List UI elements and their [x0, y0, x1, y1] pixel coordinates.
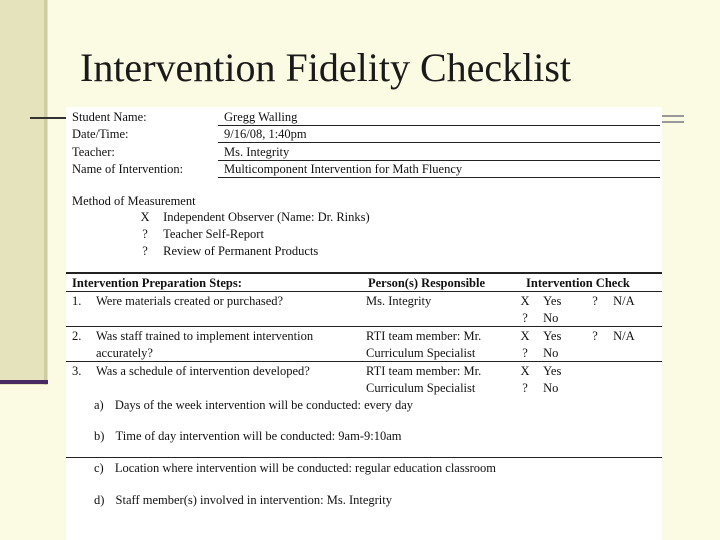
- intervention-name-underline: [218, 177, 660, 178]
- step-text: Was staff trained to implement intervention: [96, 329, 314, 343]
- step-text: Were materials created or purchased?: [96, 294, 284, 308]
- measurement-option-label: Review of Permanent Products: [163, 244, 319, 258]
- measurement-option-mark: ?: [142, 227, 148, 241]
- student-name-label: Student Name:: [72, 110, 147, 124]
- teacher-label: Teacher:: [72, 145, 115, 159]
- yes-label: Yes: [543, 364, 562, 378]
- step-number: 1.: [72, 294, 82, 308]
- title-rule-left: [30, 117, 70, 119]
- yes-mark: X: [520, 329, 530, 343]
- yes-label: Yes: [543, 294, 562, 308]
- intervention-name-label: Name of Intervention:: [72, 162, 184, 176]
- step-yes: [518, 293, 561, 309]
- measurement-option-label: Teacher Self-Report: [163, 227, 264, 241]
- substep-letter: c): [94, 461, 104, 475]
- slide-left-accent-underline: [0, 380, 48, 384]
- column-header-person: Person(s) Responsible: [368, 276, 486, 290]
- no-label: No: [543, 346, 559, 360]
- step-divider: [66, 361, 662, 362]
- yes-mark: X: [520, 364, 530, 378]
- checklist-document: [66, 107, 662, 540]
- measurement-option-mark: ?: [142, 244, 148, 258]
- substep-text: Days of the week intervention will be conducted: every day: [114, 398, 414, 412]
- no-label: No: [543, 311, 559, 325]
- step-person: RTI team member: Mr.: [366, 329, 482, 343]
- na-label: N/A: [613, 329, 635, 343]
- substep: [94, 492, 392, 508]
- student-name-value: Gregg Walling: [224, 110, 298, 124]
- no-mark: ?: [522, 346, 528, 360]
- substep: [94, 460, 496, 476]
- step-person: Ms. Integrity: [366, 294, 432, 308]
- step-text-continued: accurately?: [96, 346, 153, 360]
- measurement-option-label: Independent Observer (Name: Dr. Rinks): [163, 210, 370, 224]
- date-time-label: Date/Time:: [72, 127, 129, 141]
- column-header-steps: Intervention Preparation Steps:: [72, 276, 242, 290]
- column-header-check: Intervention Check: [526, 276, 630, 290]
- no-mark: ?: [522, 381, 528, 395]
- step-no: [518, 310, 558, 326]
- step-no: [518, 345, 558, 361]
- substep-divider: [66, 457, 662, 458]
- step-person-continued: Curriculum Specialist: [366, 346, 476, 360]
- yes-mark: X: [520, 294, 530, 308]
- step-person: RTI team member: Mr.: [366, 364, 482, 378]
- table-top-border: [66, 272, 662, 274]
- measurement-heading: Method of Measurement: [72, 194, 196, 208]
- intervention-name-value: Multicomponent Intervention for Math Fluency: [224, 162, 463, 176]
- teacher-value: Ms. Integrity: [224, 145, 290, 159]
- step-number: 3.: [72, 364, 82, 378]
- step-no: [518, 380, 558, 396]
- step-number: 2.: [72, 329, 82, 343]
- substep-letter: d): [94, 493, 105, 507]
- substep-text: Location where intervention will be conducted: regular education classroom: [114, 461, 496, 475]
- measurement-option-mark: X: [140, 210, 150, 224]
- step-yes: [518, 328, 561, 344]
- slide-left-accent-edge: [44, 0, 47, 385]
- substep-letter: a): [94, 398, 104, 412]
- date-time-value: 9/16/08, 1:40pm: [224, 127, 307, 141]
- title-rule-right: [660, 115, 684, 117]
- substep-text: Time of day intervention will be conducted: 9am-9:10am: [115, 429, 402, 443]
- measurement-option: [138, 243, 318, 259]
- na-mark: ?: [592, 329, 598, 343]
- substep: [94, 397, 413, 413]
- na-label: N/A: [613, 294, 635, 308]
- no-label: No: [543, 381, 559, 395]
- na-mark: ?: [592, 294, 598, 308]
- step-na: [588, 293, 635, 309]
- slide-left-accent-bar: [0, 0, 48, 385]
- measurement-option: [138, 209, 370, 225]
- substep: [94, 428, 401, 444]
- no-mark: ?: [522, 311, 528, 325]
- date-time-underline: [218, 142, 660, 143]
- table-header-divider: [66, 291, 662, 292]
- substep-text: Staff member(s) involved in intervention: Ms. Integrity: [115, 493, 392, 507]
- step-yes: [518, 363, 561, 379]
- title-rule-right-2: [660, 121, 684, 123]
- slide-title: Intervention Fidelity Checklist: [80, 45, 572, 90]
- substep-letter: b): [94, 429, 105, 443]
- measurement-option: [138, 226, 264, 242]
- step-person-continued: Curriculum Specialist: [366, 381, 476, 395]
- step-na: [588, 328, 635, 344]
- yes-label: Yes: [543, 329, 562, 343]
- step-divider: [66, 326, 662, 327]
- step-text: Was a schedule of intervention developed?: [96, 364, 310, 378]
